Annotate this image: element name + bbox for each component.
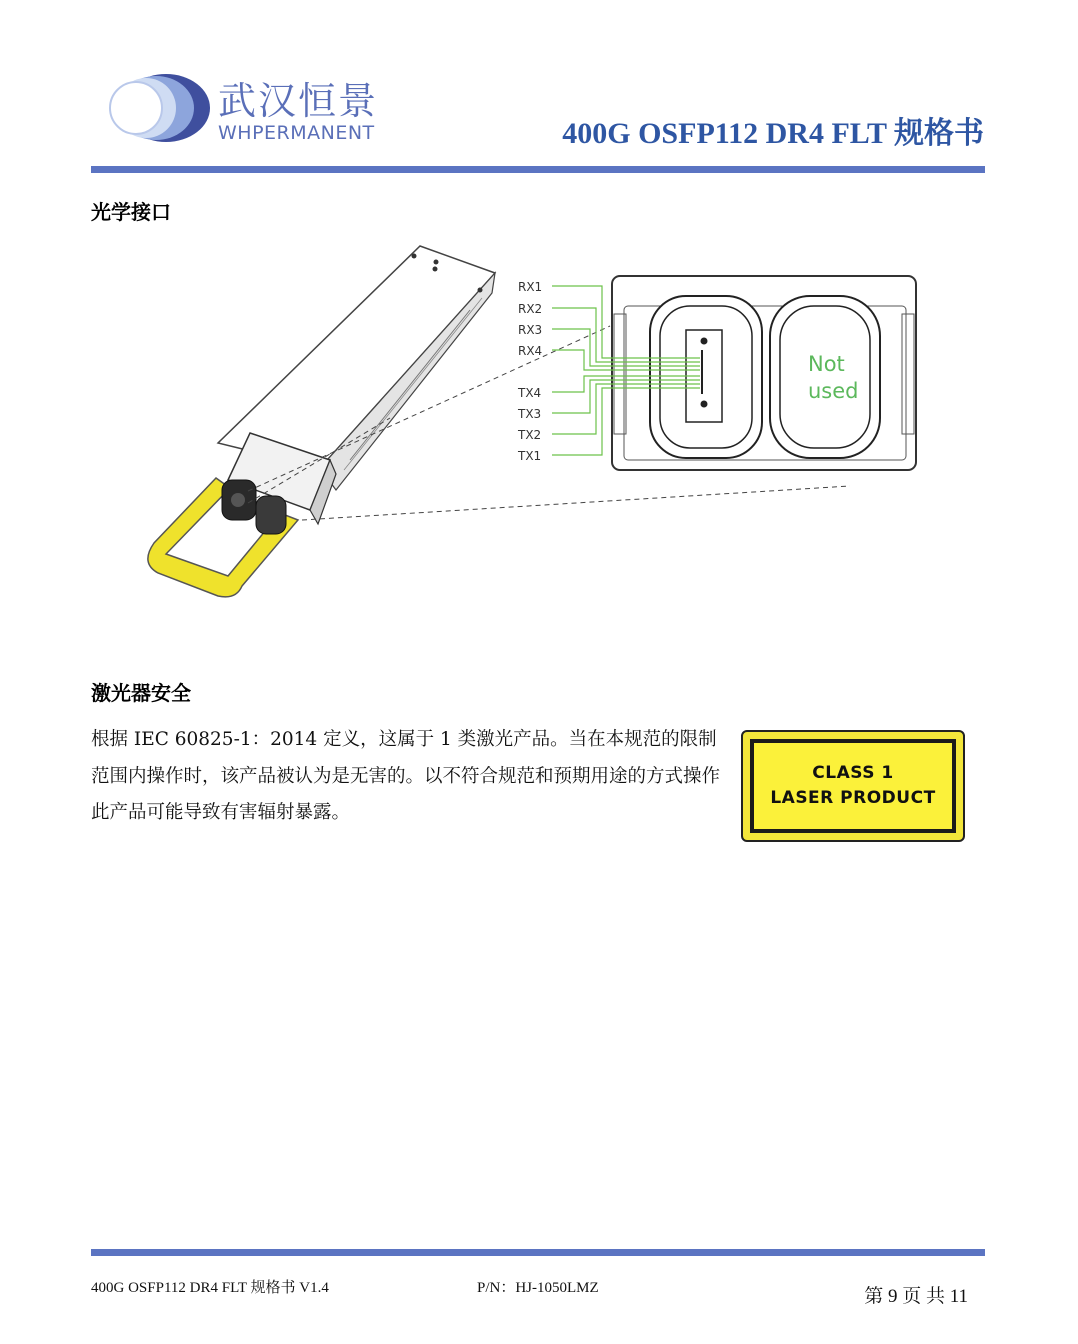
rx-label: RX4 bbox=[518, 344, 543, 358]
optical-interface-heading: 光学接口 bbox=[91, 200, 171, 224]
document-title: 400G OSFP112 DR4 FLT 规格书 bbox=[562, 117, 984, 150]
not-used-label: Not bbox=[808, 352, 845, 376]
page-number: 第 9 页 共 11 bbox=[864, 1286, 968, 1307]
tx-label: TX2 bbox=[518, 428, 542, 442]
optical-interface-diagram bbox=[130, 238, 930, 608]
laser-label-line1: CLASS 1 bbox=[812, 763, 894, 783]
tx-label: TX1 bbox=[518, 449, 542, 463]
tx-label: TX3 bbox=[518, 407, 542, 421]
laser-label-line2: LASER PRODUCT bbox=[770, 788, 936, 808]
laser-safety-paragraph: 根据 IEC 60825-1：2014 定义，这属于 1 类激光产品。当在本规范的限制范围内操作时，该产品被认为是无害的。以不符合规范和预期用途的方式操作此产品可能导致有害辐射暴露。 bbox=[91, 729, 721, 823]
rx-label: RX1 bbox=[518, 280, 543, 294]
logo-english-name: WHPERMANENT bbox=[218, 122, 375, 144]
logo-chinese-name: 武汉恒景 bbox=[218, 79, 379, 123]
tx-label: TX4 bbox=[518, 386, 542, 400]
laser-safety-heading: 激光器安全 bbox=[91, 681, 191, 705]
rx-label: RX2 bbox=[518, 302, 543, 316]
company-logo-icon bbox=[104, 72, 216, 144]
class1-laser-label bbox=[741, 730, 965, 842]
header-divider bbox=[91, 166, 985, 173]
footer-doc-version: 400G OSFP112 DR4 FLT 规格书 V1.4 bbox=[91, 1280, 329, 1296]
footer-part-number: P/N：HJ-1050LMZ bbox=[477, 1280, 599, 1296]
rx-label: RX3 bbox=[518, 323, 543, 337]
not-used-label: used bbox=[808, 379, 859, 403]
footer-divider bbox=[91, 1249, 985, 1256]
